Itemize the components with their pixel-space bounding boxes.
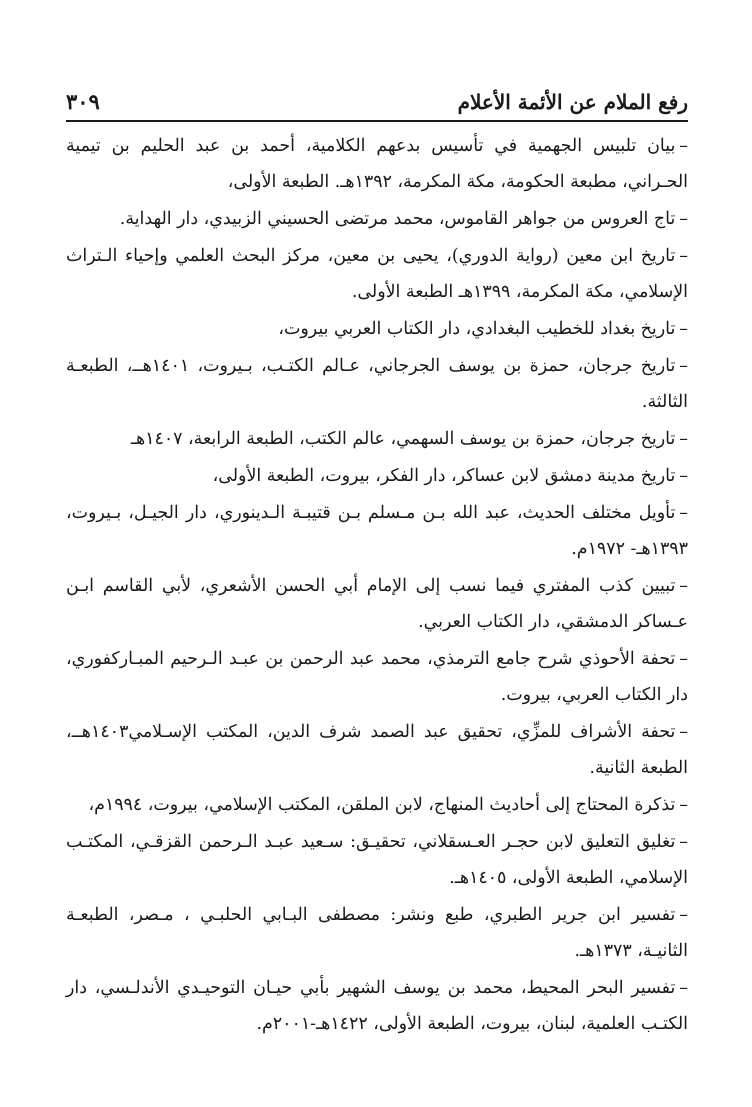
reference-item: –تغليق التعليق لابن حجـر العـسقلاني، تحقيـق: سـعيد عبـد الـرحمن القزقـي، المكتـب الإسلامي، الطبعة الأولى، ١٤٠٥هـ.: [66, 832, 688, 888]
running-title: رفع الملام عن الأئمة الأعلام: [457, 90, 688, 114]
page-header: [66, 84, 688, 116]
reference-item: –تحفة الأشراف للمزِّي، تحقيق عبد الصمد شرف الدين، المكتب الإسـلامي١٤٠٣هــ، الطبعة الثانية.: [66, 722, 688, 778]
reference-item: –بيان تلبيس الجهمية في تأسيس بدعهم الكلامية، أحمد بن عبد الحليم بن تيمية الحـراني، مطبعة الحكومة، مكة المكرمة، ١٣٩٢هـ. الطبعة الأولى،: [66, 136, 688, 192]
reference-item: –تبيين كذب المفتري فيما نسب إلى الإمام أبي الحسن الأشعري، لأبي القاسم ابـن عـساكر الدمشقي، دار الكتاب العربي.: [66, 576, 688, 632]
page-number: ٣٠٩: [66, 89, 100, 114]
reference-item: –تفسير البحر المحيط، محمد بن يوسف الشهير بأبي حيـان التوحيـدي الأندلـسي، دار الكتـب العلمية، لبنان، بيروت، الطبعة الأولى، ١٤٢٢هـ-٢٠٠١م.: [66, 978, 688, 1034]
header-rule: [66, 120, 688, 122]
reference-item: –تذكرة المحتاج إلى أحاديث المنهاج، لابن الملقن، المكتب الإسلامي، بيروت، ١٩٩٤م،: [88, 795, 688, 815]
reference-item: –تاريخ بغداد للخطيب البغدادي، دار الكتاب العربي بيروت،: [278, 319, 688, 339]
reference-item: –تفسير ابن جرير الطبري، طبع ونشر: مصطفى البـابي الحلبـي ، مـصر، الطبعـة الثانيـة، ١٣٧٣هـ.: [66, 905, 688, 961]
reference-item: –تأويل مختلف الحديث، عبد الله بـن مـسلم بـن قتيبـة الـدينوري، دار الجيـل، بـيروت، ١٣٩٣هـ- ١٩٧٢م.: [66, 503, 688, 559]
reference-item: –تاريخ جرجان، حمزة بن يوسف الجرجاني، عـالم الكتـب، بـيروت، ١٤٠١هــ، الطبعـة الثالثة.: [66, 356, 688, 412]
reference-item: –تحفة الأحوذي شرح جامع الترمذي، محمد عبد الرحمن بن عبـد الـرحيم المبـاركفوري، دار الكتاب العربي، بيروت.: [66, 649, 688, 705]
reference-item: –تاريخ ابن معين (رواية الدوري)، يحيى بن معين، مركز البحث العلمي وإحياء الـتراث الإسلامي، مكة المكرمة، ١٣٩٩هـ الطبعة الأولى.: [66, 246, 688, 302]
reference-list: [66, 128, 688, 1043]
reference-item: –تاريخ مدينة دمشق لابن عساكر، دار الفكر، بيروت، الطبعة الأولى،: [212, 466, 688, 486]
reference-item: –تاج العروس من جواهر القاموس، محمد مرتضى الحسيني الزبيدي، دار الهداية.: [119, 209, 688, 229]
reference-item: –تاريخ جرجان، حمزة بن يوسف السهمي، عالم الكتب، الطبعة الرابعة، ١٤٠٧هـ: [130, 429, 688, 449]
